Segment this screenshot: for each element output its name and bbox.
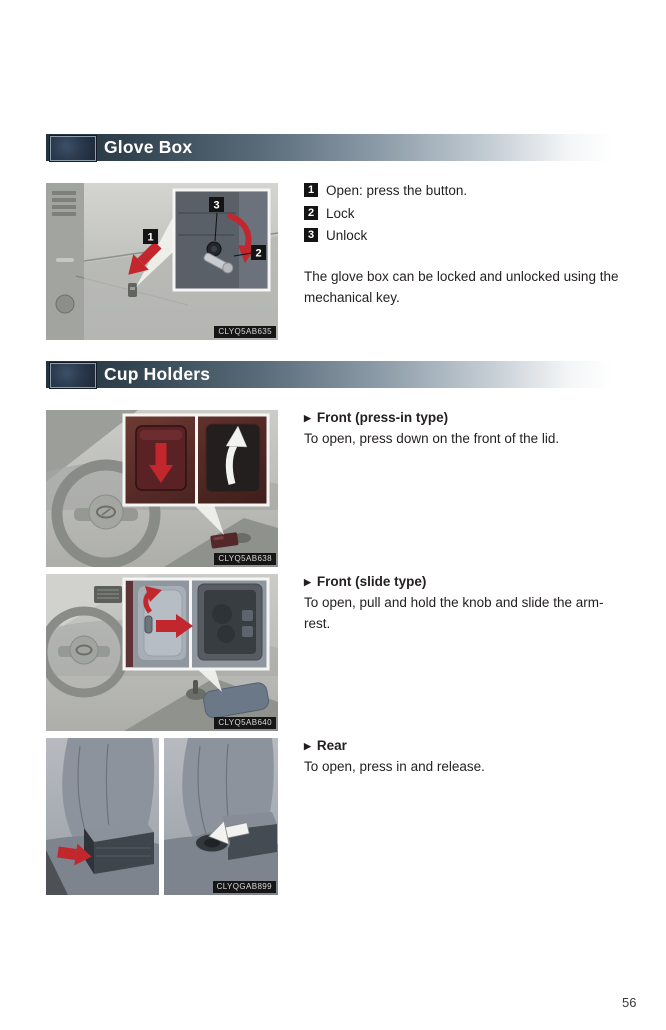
step-badge: 2 xyxy=(304,206,318,220)
callout-3 xyxy=(209,197,224,212)
rear-closed-panel xyxy=(46,738,159,895)
glove-box-note: The glove box can be locked and unlocked using the mechanical key. xyxy=(304,269,619,305)
figure-rear xyxy=(46,738,278,895)
glove-box-text xyxy=(304,180,622,308)
section-header-cup-holders xyxy=(46,361,612,388)
svg-text:1: 1 xyxy=(147,231,154,244)
figure-glove-box xyxy=(46,183,278,340)
step-label: Unlock xyxy=(326,228,368,243)
figure-caption: CLYQ5AB640 xyxy=(214,717,276,729)
rear-illustration xyxy=(46,738,278,895)
figure-front-slide xyxy=(46,574,278,731)
entry-body: To open, press down on the front of the lid. xyxy=(304,431,560,446)
front-press-in-text xyxy=(304,408,622,449)
figure-caption: CLYQGAB899 xyxy=(213,881,276,893)
slide-inset xyxy=(124,579,268,669)
triangle-marker-icon: ▶ xyxy=(304,577,311,587)
glove-box-steps xyxy=(304,180,622,246)
figure-caption: CLYQ5AB635 xyxy=(214,326,276,338)
entry-heading: ▶ Front (slide type) xyxy=(304,574,427,589)
section-header-glove-box xyxy=(46,134,612,161)
step-row xyxy=(304,203,622,224)
step-badge: 1 xyxy=(304,183,318,197)
slide-type-illustration xyxy=(46,574,278,731)
step-badge: 3 xyxy=(304,228,318,242)
svg-text:3: 3 xyxy=(213,199,220,212)
page-number: 56 xyxy=(622,995,637,1010)
triangle-marker-icon: ▶ xyxy=(304,413,311,423)
press-in-inset xyxy=(124,415,268,505)
step-label: Open: press the button. xyxy=(326,183,468,198)
callout-1 xyxy=(143,229,158,244)
lock-inset xyxy=(174,190,269,290)
front-slide-text xyxy=(304,572,622,634)
rear-text xyxy=(304,736,622,777)
section-title: Glove Box xyxy=(104,137,193,157)
press-in-illustration xyxy=(46,410,278,567)
section-title: Cup Holders xyxy=(104,364,211,384)
entry-body: To open, press in and release. xyxy=(304,759,485,774)
triangle-marker-icon: ▶ xyxy=(304,741,311,751)
rear-open-panel xyxy=(164,738,278,895)
step-row xyxy=(304,225,622,246)
entry-heading: ▶ Rear xyxy=(304,738,347,753)
entry-heading: ▶ Front (press-in type) xyxy=(304,410,449,425)
slide-knob xyxy=(145,616,152,633)
svg-text:2: 2 xyxy=(255,247,262,260)
header-thumbnail-image xyxy=(50,363,96,388)
glove-box-illustration xyxy=(46,183,278,340)
step-row xyxy=(304,180,622,201)
header-thumbnail-image xyxy=(50,136,96,161)
figure-front-press-in xyxy=(46,410,278,567)
step-label: Lock xyxy=(326,205,355,221)
entry-body: To open, pull and hold the knob and slide the arm-rest. xyxy=(304,595,604,631)
figure-caption: CLYQ5AB638 xyxy=(214,553,276,565)
